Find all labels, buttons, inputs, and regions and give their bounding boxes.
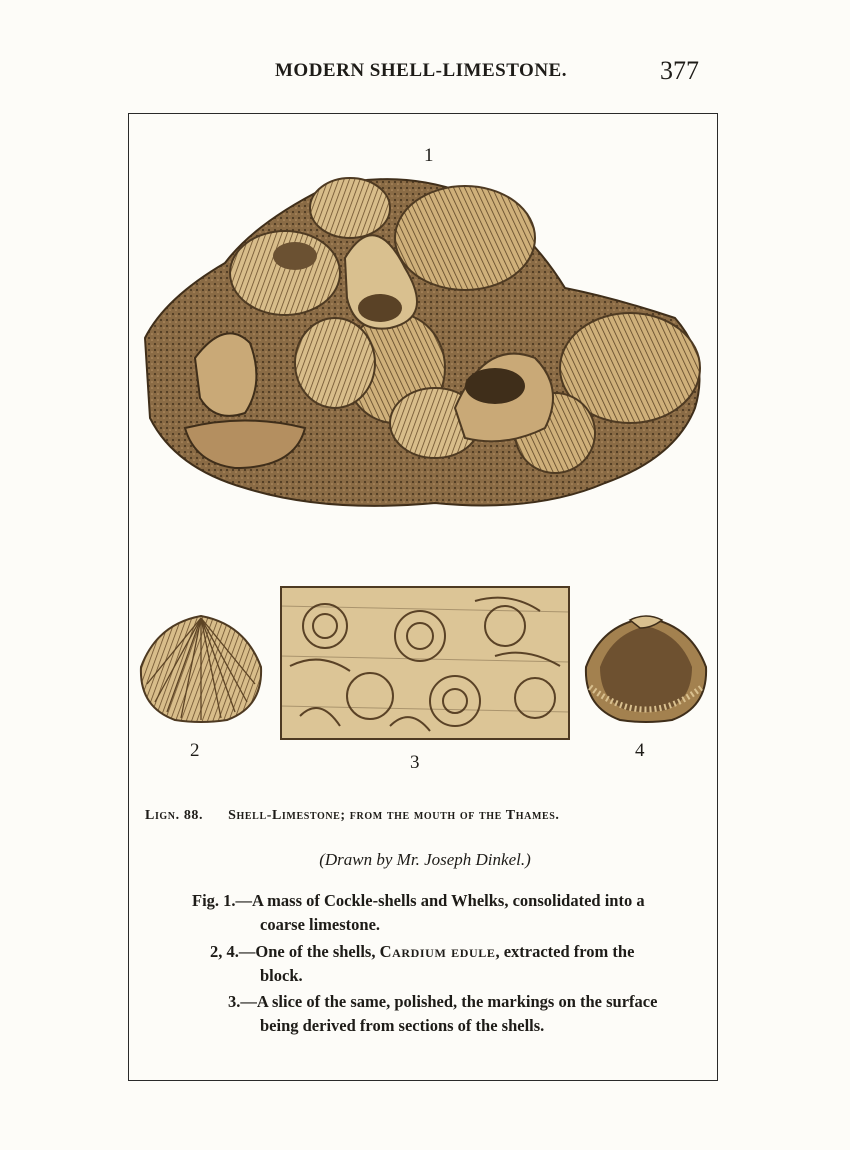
- polished-slice-illustration: [280, 586, 570, 740]
- cockle-shell-interior-illustration: [582, 612, 710, 724]
- legend-text: , extracted from the: [495, 942, 635, 961]
- legend-text: A mass of Cockle-shells and Whelks, consolidated into a: [252, 891, 645, 910]
- plate-reference: Lign. 88.: [145, 808, 204, 823]
- shell-limestone-mass-illustration: [135, 168, 715, 518]
- legend-ref: Fig. 1.—: [192, 891, 253, 910]
- legend-text-continued: being derived from sections of the shells.: [260, 1016, 545, 1035]
- figure-label-2: 2: [190, 740, 200, 761]
- legend-entry-fig3: [228, 990, 657, 1038]
- figure-label-3: 3: [410, 752, 420, 773]
- figure-caption: [145, 808, 705, 824]
- cockle-shell-exterior-illustration: [135, 612, 267, 724]
- legend-text-continued: block.: [260, 966, 303, 985]
- figure-label-1: 1: [424, 145, 434, 166]
- legend-entry-fig2-4: [210, 940, 634, 988]
- legend-ref: 2, 4.—: [210, 942, 256, 961]
- caption-title: Shell-Limestone; from the mouth of the Thames.: [228, 808, 560, 823]
- legend-ref: 3.—: [228, 992, 257, 1011]
- page-number: 377: [660, 56, 699, 85]
- drawing-credit: (Drawn by Mr. Joseph Dinkel.): [319, 850, 531, 869]
- legend-text-continued: coarse limestone.: [260, 915, 381, 934]
- species-name: Cardium edule: [379, 942, 496, 961]
- figure-label-4: 4: [635, 740, 645, 761]
- legend-entry-fig1: [192, 889, 645, 937]
- running-title: MODERN SHELL-LIMESTONE.: [275, 60, 567, 81]
- legend-text: A slice of the same, polished, the markings on the surface: [256, 992, 658, 1011]
- legend-text: One of the shells,: [255, 942, 380, 961]
